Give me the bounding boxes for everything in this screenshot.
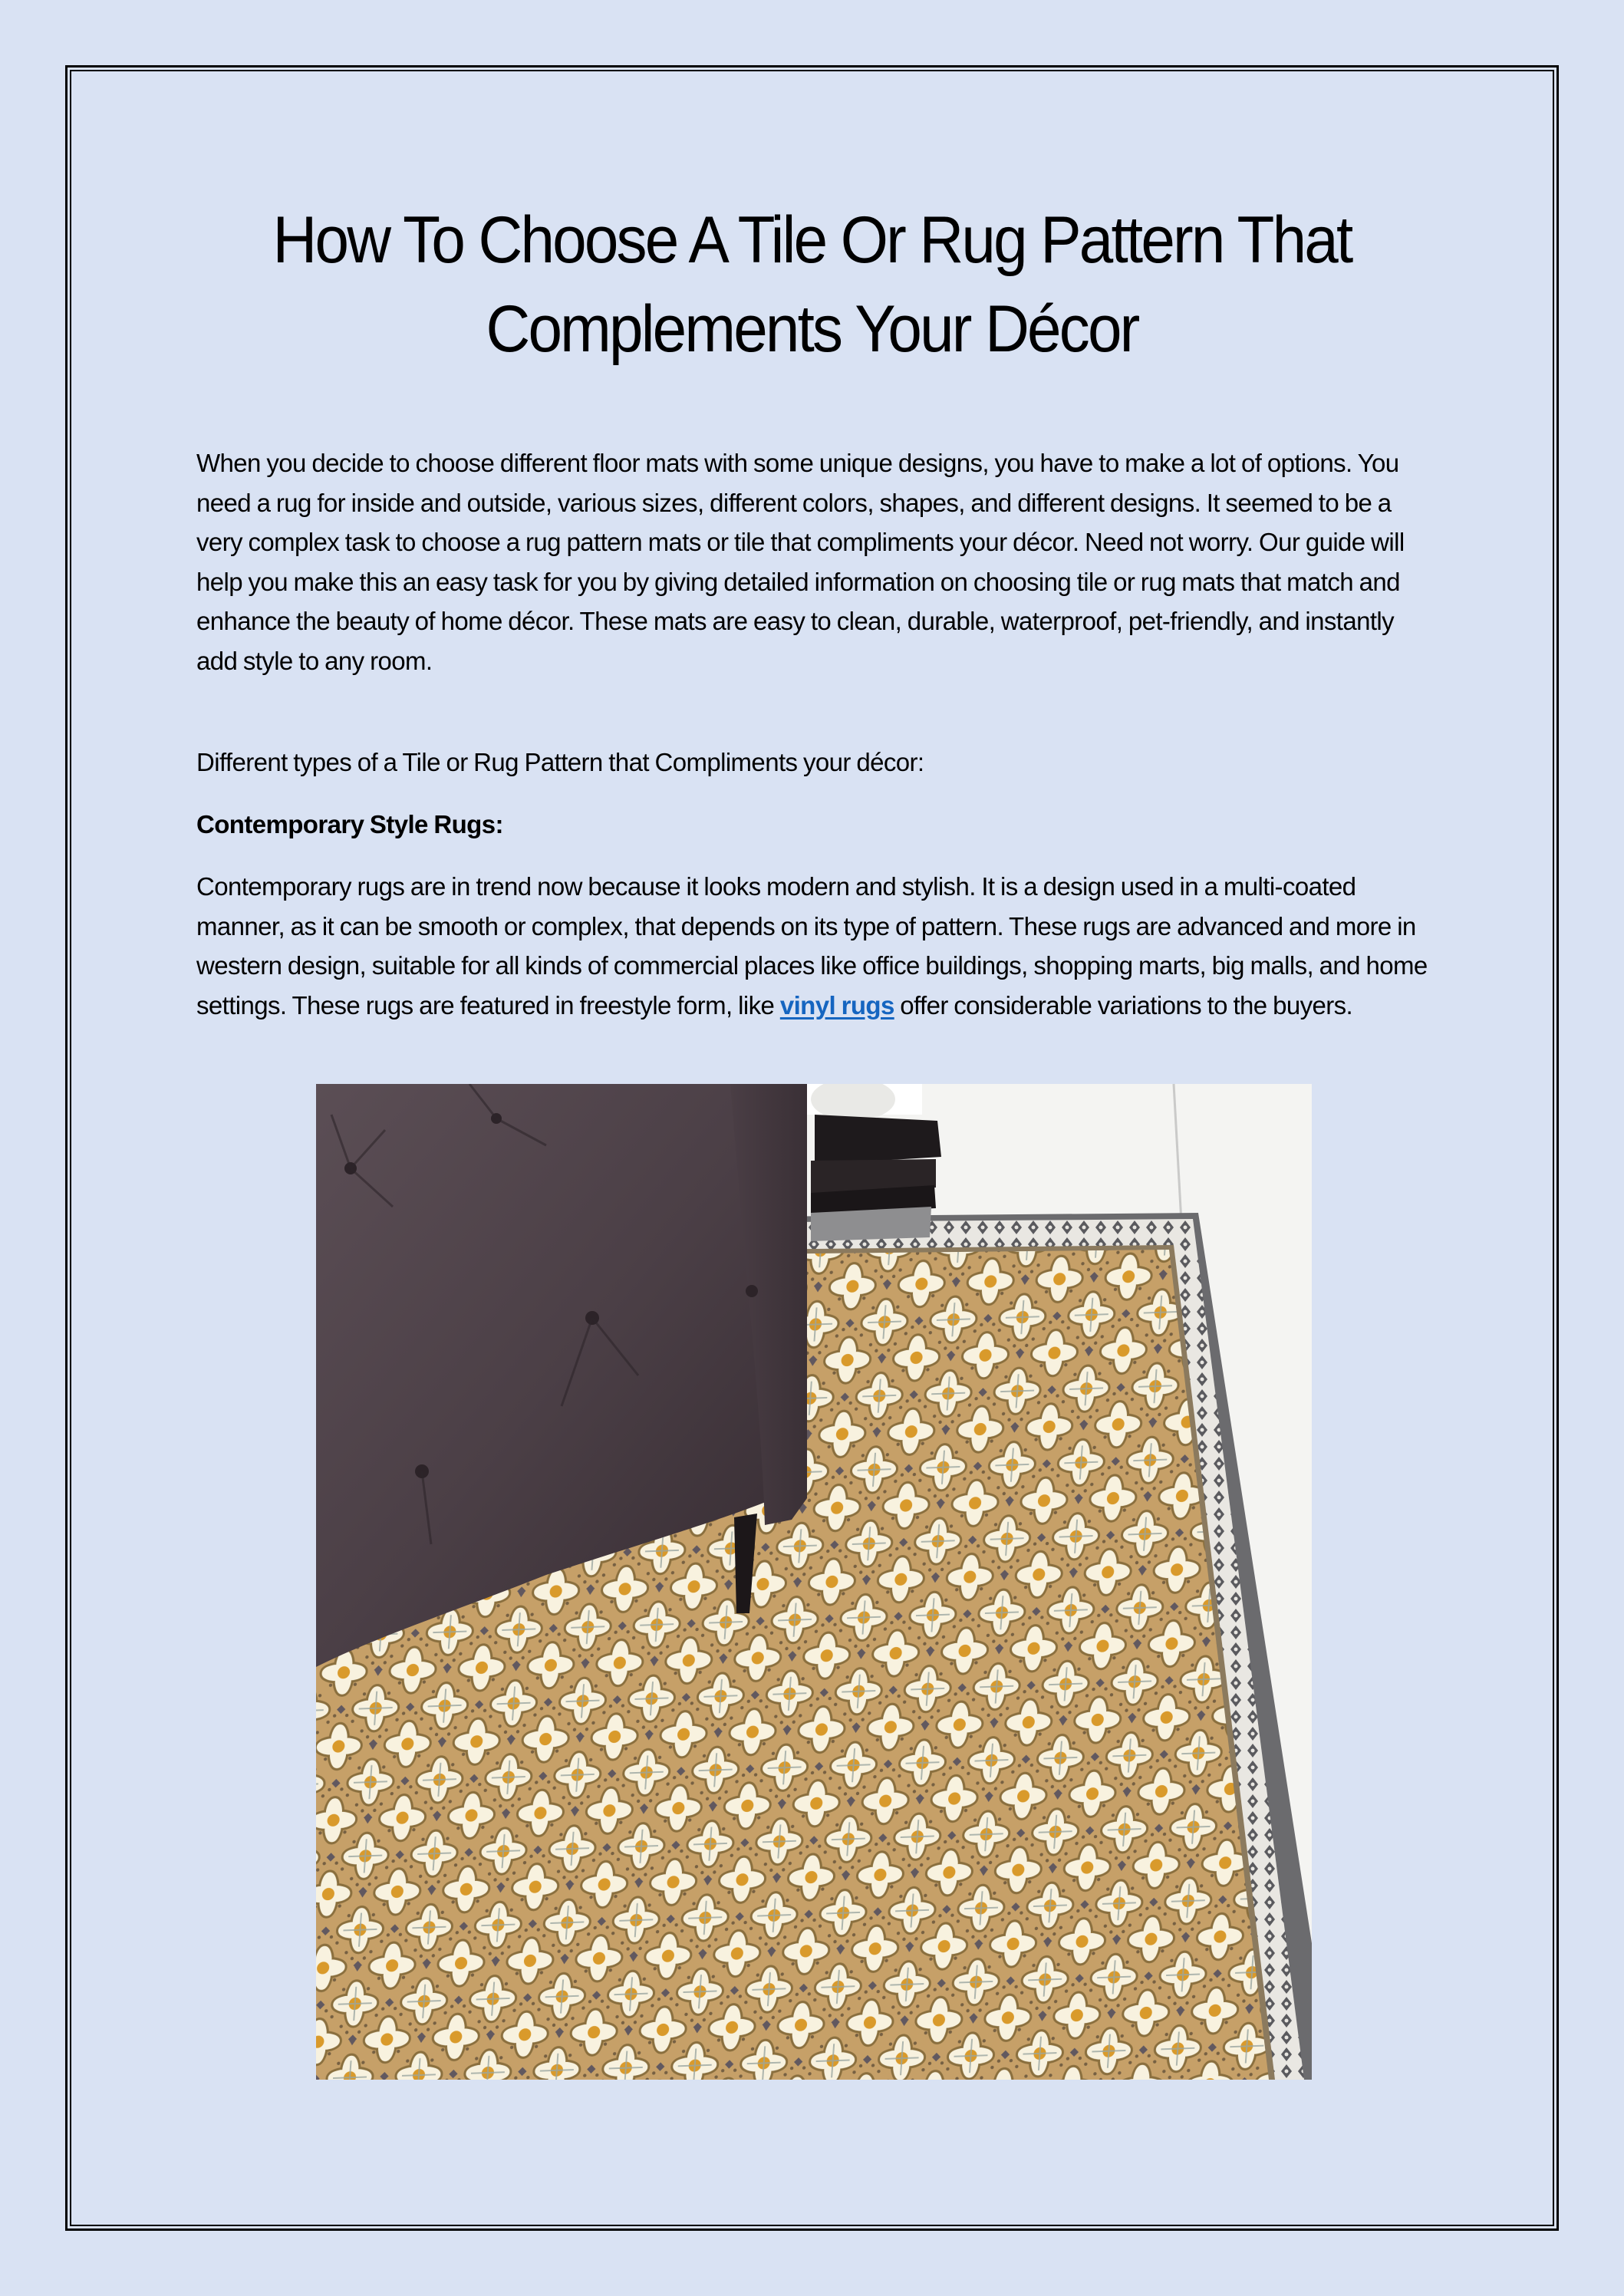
title-line-1: How To Choose A Tile Or Rug Pattern That [272, 203, 1352, 277]
rug-photo [316, 1084, 1312, 2080]
intro-paragraph: When you decide to choose different floor mats with some unique designs, you have to make a lot of options. You need a rug for inside and outside, various sizes, different colors, shapes, and different designs. It seemed to be a very complex task to choose a rug pattern mats or tile that compliments your décor. Need not worry. Our guide will help you make this an easy task for you by giving detailed information on choosing tile or rug mats that match and enhance the beauty of home décor. These mats are easy to clean, durable, waterproof, pet-friendly, and instantly add style to any room. [196, 449, 1405, 675]
section-paragraph-text: Contemporary rugs are in trend now because it looks modern and stylish. It is a design used in a multi-coated manner, as it can be smooth or complex, that depends on its type of pattern. These rugs are advanced and more in western design, suitable for all kinds of commercial places like office buildings, shopping marts, big malls, and home settings. These rugs are featured in freestyle form, like [196, 872, 1428, 1020]
section-paragraph-tail: offer considerable variations to the buyers. [894, 990, 1353, 1020]
types-intro-text: Different types of a Tile or Rug Pattern that Compliments your décor: [196, 748, 924, 776]
rug-photo-illustration [316, 1084, 1312, 2080]
vinyl-rugs-link[interactable]: vinyl rugs [779, 990, 894, 1020]
section-paragraph [196, 867, 1433, 1025]
section-heading: Contemporary Style Rugs: [196, 810, 503, 838]
book-stack [807, 1084, 941, 1241]
document-title [199, 196, 1425, 374]
title-line-2: Complements Your Décor [486, 292, 1138, 366]
